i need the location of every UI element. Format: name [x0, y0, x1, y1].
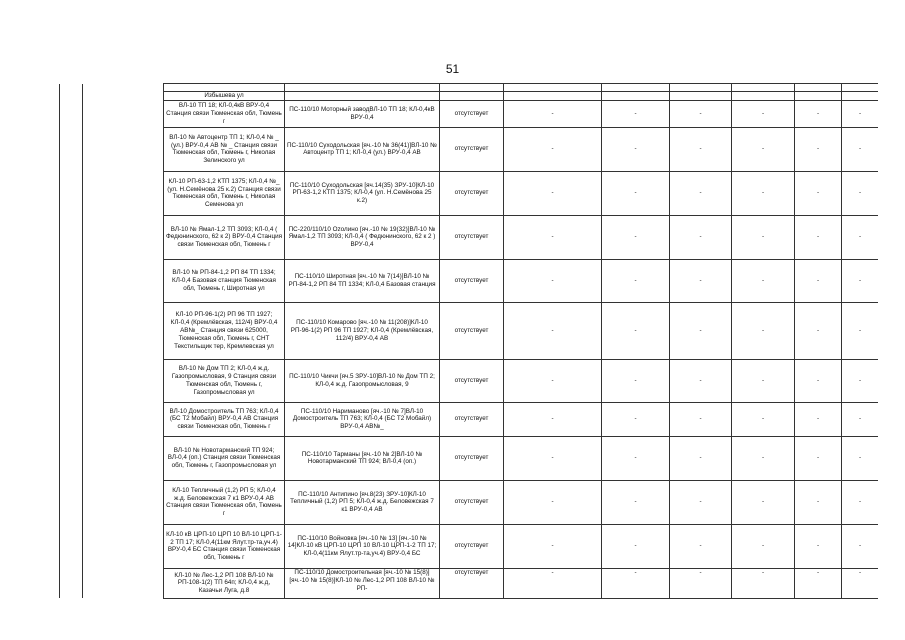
table-cell: КЛ-10 РП-96-1(2) РП 96 ТП 1927; КЛ-0,4 (Кремлёвская, 112/4) ВРУ-0,4 АВ№_ Станция связи 625000, Тюменская обл, Тюмень г, СНТ Текстильщик тер, Кремлевская ул	[164, 302, 285, 359]
table-cell: -	[732, 100, 795, 127]
table-cell: ПС-110/10 Нариманово [яч.-10 № 7]ВЛ-10 Домостроитель ТП 763; КЛ-0,4 (БС Т2 Мобайл) ВРУ-0,4 АВ№_	[285, 402, 440, 436]
table-row	[60, 359, 879, 402]
table-cell	[440, 92, 504, 101]
table-cell: ВЛ-10 № Автоцентр ТП 1; КЛ-0,4 № _ (ул.) ВРУ-0,4 АВ № _ Станция связи Тюменская обл, Тюмень г, Николая Зелинского ул	[164, 127, 285, 171]
table-cell: -	[732, 402, 795, 436]
table-cell: -	[602, 100, 670, 127]
table-cell: ВЛ-10 № РП-84-1,2 РП 84 ТП 1334; КЛ-0,4 Базовая станция Тюменская обл, Тюмень г, Широтная ул	[164, 259, 285, 302]
table-cell	[60, 568, 83, 598]
table-cell: -	[602, 359, 670, 402]
table-cell	[60, 171, 83, 215]
table-cell: -	[602, 302, 670, 359]
table-row	[60, 402, 879, 436]
table-cell: -	[670, 215, 732, 259]
table-cell: ПС-220/110/10 Оzолино [яч.-10 № 19(32)]ВЛ-10 № Ямал-1,2 ТП 3093; КЛ-0,4 ( Федюнинского, 62 к 2 ) ВРУ-0,4	[285, 215, 440, 259]
table-body	[60, 92, 879, 599]
table-row	[60, 568, 879, 598]
table-cell: -	[842, 100, 879, 127]
table-cell: -	[795, 524, 842, 568]
table-cell: -	[842, 259, 879, 302]
table-cell	[60, 84, 83, 92]
table-cell: -	[504, 100, 602, 127]
table-cell	[83, 127, 164, 171]
table-cell: -	[504, 302, 602, 359]
table-cell	[60, 436, 83, 480]
table-cell	[83, 402, 164, 436]
table-cell	[83, 84, 164, 92]
table-row	[60, 100, 879, 127]
table-cell: -	[732, 480, 795, 524]
table-cell: ПС-110/10 Домостроительная [яч.-10 № 15(8)] [яч.-10 № 15(8)]КЛ-10 № Лес-1,2 РП 108 ВЛ-10 № РП-	[285, 568, 440, 598]
table-cell	[732, 92, 795, 101]
table-cell: ПС-110/10 Тарманы [яч.-10 № 2]ВЛ-10 № Новотарманский ТП 924; ВЛ-0,4 (оп.)	[285, 436, 440, 480]
table-cell: -	[732, 171, 795, 215]
table-cell	[842, 92, 879, 101]
table-cell: -	[842, 436, 879, 480]
page-number: 51	[445, 62, 460, 76]
table-cell	[83, 524, 164, 568]
table-cell	[795, 92, 842, 101]
table-cell: -	[670, 568, 732, 598]
table-cell: -	[670, 480, 732, 524]
table-cell	[83, 259, 164, 302]
table-cell: -	[795, 215, 842, 259]
table-row	[60, 302, 879, 359]
table-cell: отсутствует	[440, 302, 504, 359]
table-cell	[83, 215, 164, 259]
table-cell: -	[670, 100, 732, 127]
table-cell	[60, 92, 83, 101]
table-cell: -	[602, 436, 670, 480]
table-cell: -	[842, 359, 879, 402]
table-cell: -	[842, 215, 879, 259]
table-cell: -	[504, 171, 602, 215]
table-cell: ПС-110/10 Широтная [яч.-10 № 7(14)]ВЛ-10 № РП-84-1,2 РП 84 ТП 1334; КЛ-0,4 Базовая станция	[285, 259, 440, 302]
table-row	[60, 171, 879, 215]
table-cell: -	[732, 568, 795, 598]
table-cell: -	[795, 480, 842, 524]
table-cell: -	[602, 127, 670, 171]
table-row	[60, 259, 879, 302]
table-cell	[83, 171, 164, 215]
table-cell	[60, 259, 83, 302]
table-cell: КЛ-10 кВ ЦРП-10 ЦРП 10 ВЛ-10 ЦРП-1-2 ТП 17; КЛ-0,4(11км Ялут.тр-та,уч.4) ВРУ-0,4 БС Станция связи Тюменская обл, Тюмень г	[164, 524, 285, 568]
table-cell	[164, 84, 285, 92]
table-row	[60, 480, 879, 524]
table-cell: ПС-110/10 Войновка [яч.-10 № 13] [яч.-10 № 14]КЛ-10 кВ ЦРП-10 ЦРП 10 ВЛ-10 ЦРП-1-2 ТП 17; КЛ-0,4(11км Ялут.тр-та,уч.4) ВРУ-0,4 БС	[285, 524, 440, 568]
table-cell: -	[842, 402, 879, 436]
table-cell: -	[732, 259, 795, 302]
table-row	[60, 92, 879, 101]
table-cell: -	[602, 568, 670, 598]
table-cell	[60, 524, 83, 568]
table-cell	[83, 480, 164, 524]
table-cell: -	[504, 127, 602, 171]
table-cell: -	[504, 524, 602, 568]
table-cell	[60, 100, 83, 127]
table-cell	[60, 215, 83, 259]
table-cell	[504, 84, 602, 92]
table-cell: отсутствует	[440, 402, 504, 436]
data-table	[59, 83, 878, 599]
table-cell: -	[795, 171, 842, 215]
table-cell: -	[670, 436, 732, 480]
table-cell	[842, 84, 879, 92]
table-row	[60, 127, 879, 171]
table-cell: ВЛ-10 Домостроитель ТП 763; КЛ-0,4 (БС Т2 Мобайл) ВРУ-0,4 АВ Станция связи Тюменская обл, Тюмень г	[164, 402, 285, 436]
table-cell: КЛ-10 РП-63-1,2 КТП 1375; КЛ-0,4 №_ (ул. Н.Семёнова 25 к.2) Станция связи Тюменская обл, Тюмень г, Николая Семенова ул	[164, 171, 285, 215]
table-cell	[83, 568, 164, 598]
table-cell: КЛ-10 № Лес-1,2 РП 108 ВЛ-10 № РП-108-1(2) ТП 64п; КЛ-0,4 ж.д, Казачьи Луга, д.8	[164, 568, 285, 598]
table-cell: ПС-110/10 Моторный заводВЛ-10 ТП 18; КЛ-0,4кВ ВРУ-0,4	[285, 100, 440, 127]
table-cell: -	[602, 402, 670, 436]
table-cell	[670, 92, 732, 101]
table-cell: отсутствует	[440, 436, 504, 480]
table-cell: -	[795, 127, 842, 171]
table-cell	[285, 92, 440, 101]
table-cell: -	[504, 215, 602, 259]
table-cell: ВЛ-10 № Дом ТП 2; КЛ-0,4 ж.д. Газопромысловая, 9 Станция связи Тюменская обл, Тюмень г, Газопромысловая ул	[164, 359, 285, 402]
table-cell	[732, 84, 795, 92]
table-cell	[60, 480, 83, 524]
table-row	[60, 524, 879, 568]
table-cell	[440, 84, 504, 92]
table-cell: отсутствует	[440, 359, 504, 402]
table-cell: -	[842, 171, 879, 215]
table-cell: ПС-110/10 Суходольская [яч.14(35) ЗРУ-10]КЛ-10 РП-63-1,2 КТП 1375; КЛ-0,4 (ул. Н.Семёнова 25 к.2)	[285, 171, 440, 215]
table-cell: -	[504, 359, 602, 402]
table-cell: ВЛ-10 ТП 18; КЛ-0,4кВ ВРУ-0,4 Станция связи Тюменская обл, Тюмень г	[164, 100, 285, 127]
table-cell: -	[842, 127, 879, 171]
table-cell: -	[842, 568, 879, 598]
table-cell	[602, 84, 670, 92]
table-cell: -	[670, 524, 732, 568]
table-cell: -	[602, 524, 670, 568]
table-cell: -	[795, 100, 842, 127]
table-cell: отсутствует	[440, 568, 504, 598]
table-cell	[83, 92, 164, 101]
table-cell: -	[670, 359, 732, 402]
table-cell: -	[732, 524, 795, 568]
table-cell	[60, 302, 83, 359]
table-cell: -	[732, 302, 795, 359]
table-cell: -	[670, 127, 732, 171]
table-cell	[60, 359, 83, 402]
table-cell	[83, 100, 164, 127]
table-cell	[670, 84, 732, 92]
table-cell: -	[602, 259, 670, 302]
table-cell	[83, 359, 164, 402]
table-cell: ПС-110/10 Комарово [яч.-10 № 11(208)]КЛ-10 РП-96-1(2) РП 96 ТП 1927; КЛ-0,4 (Кремлёвская, 112/4) ВРУ-0,4 АВ	[285, 302, 440, 359]
table-cell: -	[842, 480, 879, 524]
table-cell: -	[670, 302, 732, 359]
table-cell: ПС-110/10 Антипино [яч.8(23) ЗРУ-10]КЛ-10 Тепличный (1,2) РП 5; КЛ-0,4 ж.д. Беловежская 7 к1 ВРУ-0,4 АВ	[285, 480, 440, 524]
table-cell: ПС-110/10 Чикчи [яч.5 ЗРУ-10]ВЛ-10 № Дом ТП 2; КЛ-0,4 ж.д. Газопромысловая, 9	[285, 359, 440, 402]
table-cell: -	[504, 259, 602, 302]
table-cell: -	[842, 524, 879, 568]
table-cell: -	[504, 480, 602, 524]
data-table-container	[59, 83, 878, 603]
table-cell: -	[504, 402, 602, 436]
table-cell: отсутствует	[440, 215, 504, 259]
table-cell	[83, 436, 164, 480]
table-cell	[795, 84, 842, 92]
table-cell: -	[504, 568, 602, 598]
table-cell: отсутствует	[440, 100, 504, 127]
table-cell: -	[732, 127, 795, 171]
table-cell: -	[795, 302, 842, 359]
table-cell: отсутствует	[440, 259, 504, 302]
table-row	[60, 215, 879, 259]
table-cell: -	[602, 171, 670, 215]
table-cell: ПС-110/10 Суходольская [яч.-10 № 36(41)]ВЛ-10 № Автоцентр ТП 1; КЛ-0,4 (ул.) ВРУ-0,4 АВ	[285, 127, 440, 171]
table-cell: -	[732, 215, 795, 259]
table-cell	[602, 92, 670, 101]
table-cell: отсутствует	[440, 524, 504, 568]
table-cell: -	[795, 568, 842, 598]
table-cell: КЛ-10 Тепличный (1,2) РП 5; КЛ-0,4 ж.д. Беловежская 7 к1 ВРУ-0,4 АВ Станция связи Тюменская обл, Тюмень г	[164, 480, 285, 524]
table-cell	[504, 92, 602, 101]
table-cell: -	[795, 436, 842, 480]
table-cell: ВЛ-10 № Ямал-1,2 ТП 3093; КЛ-0,4 ( Федюнинского, 62 к 2) ВРУ-0,4 Станция связи Тюменская обл, Тюмень г	[164, 215, 285, 259]
table-header-row	[60, 84, 879, 92]
table-cell: -	[795, 259, 842, 302]
table-cell: -	[602, 215, 670, 259]
table-cell	[60, 402, 83, 436]
table-cell: -	[670, 402, 732, 436]
table-cell: -	[670, 171, 732, 215]
table-cell: -	[842, 302, 879, 359]
table-cell	[60, 127, 83, 171]
table-cell: Избышева ул	[164, 92, 285, 101]
table-cell: отсутствует	[440, 480, 504, 524]
table-cell	[83, 302, 164, 359]
table-cell: -	[670, 259, 732, 302]
table-cell	[285, 84, 440, 92]
table-cell: -	[504, 436, 602, 480]
table-row	[60, 436, 879, 480]
table-cell: отсутствует	[440, 171, 504, 215]
table-cell: -	[732, 436, 795, 480]
table-cell: ВЛ-10 № Новотарманский ТП 924; ВЛ-0,4 (оп.) Станция связи Тюменская обл, Тюмень г, Газопромысловая ул	[164, 436, 285, 480]
table-cell: -	[602, 480, 670, 524]
table-cell: отсутствует	[440, 127, 504, 171]
table-cell: -	[795, 402, 842, 436]
table-cell: -	[795, 359, 842, 402]
table-cell: -	[732, 359, 795, 402]
